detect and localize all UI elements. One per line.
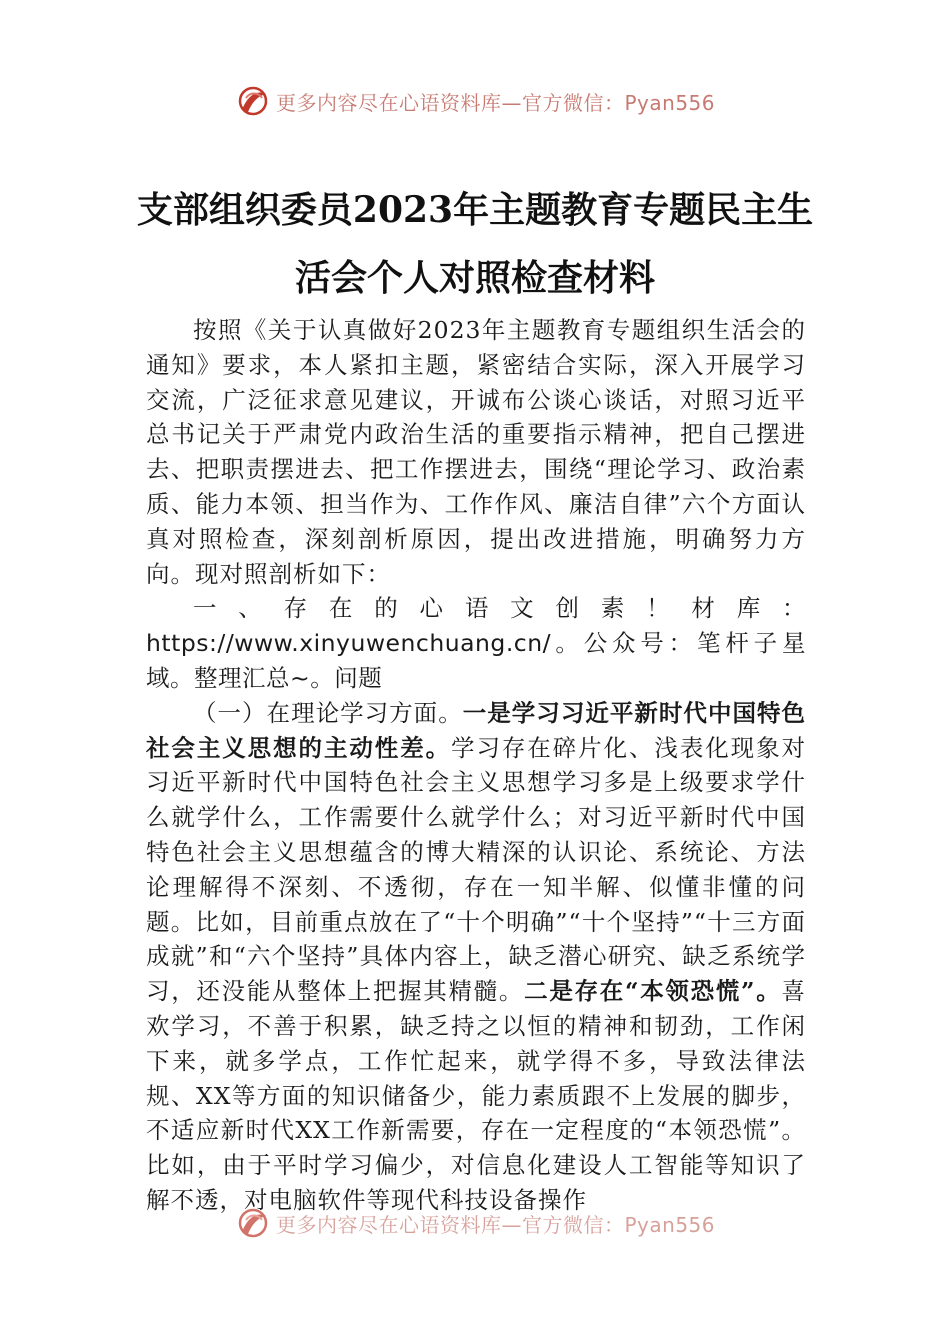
intro-paragraph: 按照《关于认真做好2023年主题教育专题组织生活会的通知》要求，本人紧扣主题，紧密结合实际，深入开展学习交流，广泛征求意见建议，开诚布公谈心谈话，对照习近平总书记关于严肃党内政治生活的重要指示精神，把自己摆进去、把职责摆进去、把工作摆进去，围绕“理论学习、政治素质、能力本领、担当作为、工作作风、廉洁自律”六个方面认真对照检查，深刻剖析原因，提出改进措施，明确努力方向。现对照剖析如下：: [146, 316, 806, 588]
red-swirl-logo-icon: [236, 1206, 270, 1240]
point-1-text: 学习存在碎片化、浅表化现象对习近平新时代中国特色社会主义思想学习多是上级要求学什么就学什么，工作需要什么就学什么；对习近平新时代中国特色社会主义思想蕴含的博大精深的认识论、系统论、方法论理解得不深刻、不透彻，存在一知半解、似懂非懂的问题。比如，目前重点放在了“十个明确”“十个坚持”“十三方面成就”和“六个坚持”具体内容上，缺乏潜心研究、缺乏系统学习，还没能从整体上把握其精髓。: [146, 733, 807, 1006]
document-title-line-1: 支部组织委员2023年主题教育专题民主生: [136, 189, 814, 231]
section-heading-1: 一、存在的心语文创素！材库：https://www.xinyuwenchuang.cn/。公众号：笔杆子星域。整理汇总~。问题: [146, 594, 806, 692]
para-lead: （一）在理论学习方面。: [193, 698, 463, 727]
point-1-heading: 一是学习习近平新时代中国特色社会主义思想的主动性差。: [146, 698, 807, 762]
red-swirl-logo-icon: [236, 84, 270, 118]
header-watermark: [236, 84, 715, 118]
document-body: [146, 313, 806, 1218]
watermark-text: 更多内容尽在心语资料库—官方微信：Pyan556: [276, 1212, 716, 1237]
footer-watermark: [236, 1206, 715, 1240]
point-2-heading: 二是存在“本领恐慌”。: [524, 977, 782, 1006]
theory-study-paragraph: [146, 696, 806, 1218]
point-2-text: 喜欢学习，不善于积累，缺乏持之以恒的精神和韧劲，工作闲下来，就多学点，工作忙起来，就学得不多，导致法律法规、XX等方面的知识储备少，能力素质跟不上发展的脚步，不适应新时代XX工作新需要，存在一定程度的“本领恐慌”。比如，由于平时学习偏少，对信息化建设人工智能等知识了解不透，对电脑软件等现代科技设备操作: [146, 977, 806, 1214]
watermark-text: 更多内容尽在心语资料库—官方微信：Pyan556: [276, 90, 716, 115]
document-title-line-2: 活会个人对照检查材料: [294, 257, 655, 299]
